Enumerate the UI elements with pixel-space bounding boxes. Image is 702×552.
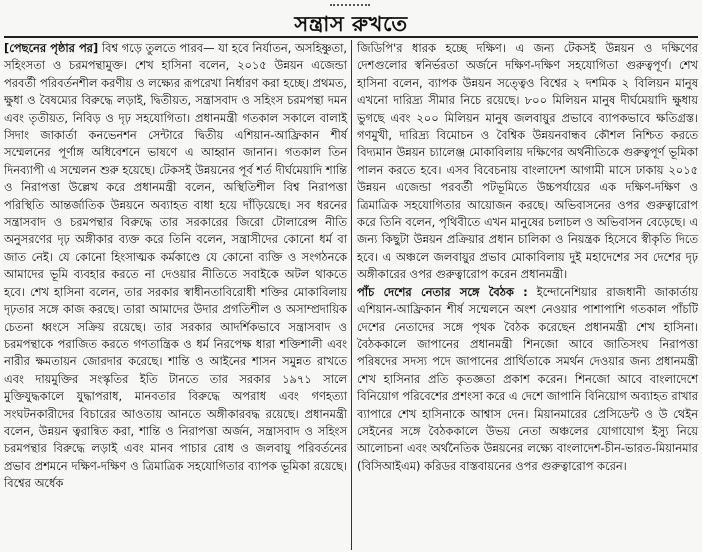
headline-rule <box>4 36 698 38</box>
continuation-kicker: [পেছনের পৃষ্ঠার পর] <box>4 41 99 55</box>
body-text: জিডিপি'র ধারক হচ্ছে দক্ষিণ। এ জন্য টেকসই উন্নয়ন ও দক্ষিণের দেশগুলোর স্বনির্ভরতা অর্জনে দক্ষিণ-দক্ষিণ সহযোগিতা গুরুত্বপূর্ণ। শেখ হাসিনা বলেন, ব্যাপক উন্নয়ন সত্ত্বেও বিশ্বের ২ দশমিক ২ বিলিয়ন মানুষ এখনো দারিদ্র্য সীমার নিচে রয়েছে। ৮০০ মিলিয়ন মানুষ দীর্ঘমেয়াদি ক্ষুধায় ভুগছে এবং ২০০ মিলিয়ন মানুষ জলবায়ুর প্রভাবে ব্যাপকভাবে ক্ষতিগ্রস্ত। গণমুখী, দারিদ্র্য বিমোচন ও বৈশ্বিক উন্নয়নবান্ধব কৌশল নিশ্চিত করতে বিদ্যমান উন্নয়ন চ্যালেঞ্জ মোকাবিলায় দক্ষিণের অর্থনীতিকে গুরুত্বপূর্ণ ভূমিকা পালন করতে হবে। এসব বিবেচনায় বাংলাদেশ আগামী মাসে ঢাকায় ২০১৫ উন্নয়ন এজেন্ডা পরবর্তী পটভূমিতে উচ্চপর্যায়ের এক দক্ষিণ-দক্ষিণ ও ত্রিমাত্রিক সহযোগিতার আয়োজন করছে। অভিবাসনের ওপর গুরুত্বারোপ করে তিনি বলেন, পৃথিবীতে এখন মানুষের চলাচল ও অভিবাসন বেড়েছে। এ জন্য কিছুটা উন্নয়ন প্রক্রিয়ার প্রধান চালিকা ও নিয়ন্ত্রক হিসেবে স্বীকৃতি দিতে হবে। এ অঞ্চলে জলবায়ুর প্রভাব মোকাবিলায় দুই মহাদেশের সব দেশের দৃঢ় অঙ্গীকারের ওপর গুরুত্বারোপ করেন প্রধানমন্ত্রী। <box>357 41 698 282</box>
column-divider <box>351 40 352 550</box>
headline: সন্ত্রাস রুখতে <box>294 12 408 36</box>
body-text: ইন্দোনেশিয়ার রাজধানী জাকার্তায় এশিয়ান-আফ্রিকান শীর্ষ সম্মেলনে অংশ নেওয়ার পাশাপাশি গতকাল পাঁচটি দেশের নেতাদের সঙ্গে পৃথক বৈঠক করেছেন প্রধানমন্ত্রী শেখ হাসিনা। বৈঠককালে জাপানের প্রধানমন্ত্রী শিনজো আবে জাতিসংঘ নিরাপত্তা পরিষদের সদস্য পদে জাপানের প্রার্থিতাকে সমর্থন দেওয়ার জন্য প্রধানমন্ত্রী শেখ হাসিনার প্রতি কৃতজ্ঞতা প্রকাশ করেন। শিনজো আবে বাংলাদেশে বিনিয়োগ পরিবেশের প্রশংসা করে এ দেশে জাপানি বিনিয়োগ অব্যাহত রাখার ব্যাপারে শেখ হাসিনাকে আশ্বাস দেন। মিয়ানমারের প্রেসিডেন্ট ও উ থেইন সেইনের সঙ্গে বৈঠককালে উভয় নেতা অঞ্চলের যোগাযোগ ইস্যু নিয়ে আলোচনা এবং অর্থনৈতিক উন্নয়নের লক্ষ্যে বাংলাদেশ-চীন-ভারত-মিয়ানমার (বিসিআইএম) করিডর বাস্তবায়নের ওপর গুরুত্বারোপ করেন। <box>357 284 698 473</box>
article-column-right <box>357 40 698 475</box>
paragraph <box>357 40 698 284</box>
article-column-left <box>4 40 347 493</box>
subheading: পাঁচ দেশের নেতার সঙ্গে বৈঠক : <box>357 284 528 299</box>
top-edge-mark <box>0 0 702 8</box>
paragraph <box>4 40 347 493</box>
body-text: বিশ্ব গড়ে তুলতে পারব— যা হবে নির্যাতন, অসহিষ্ণুতা, সহিংসতা ও চরমপন্থামুক্ত। শেখ হাসিনা বলেন, ২০১৫ উন্নয়ন এজেন্ডা পরবর্তী পরিবর্তনশীল করণীয় ও লক্ষ্যের রূপরেখা নির্ধারণ করা হচ্ছে। প্রথমত, ক্ষুধা ও বৈষম্যের বিরুদ্ধে লড়াই, দ্বিতীয়ত, সন্ত্রাসবাদ ও সহিংস চরমপন্থা দমন এবং তৃতীয়ত, নিবিড় ও দৃঢ় সহযোগিতা। প্রধানমন্ত্রী গতকাল সকালে বালাই সিদাং জাকার্তা কনভেনশন সেন্টারে দ্বিতীয় এশিয়ান-আফ্রিকান শীর্ষ সম্মেলনের পূর্ণাঙ্গ অধিবেশনে ভাষণে এ আহ্বান জানান। গতকাল তিন দিনব্যাপী এ সম্মেলন শুরু হয়েছে। টেকসই উন্নয়নের পূর্ব শর্ত দীর্ঘমেয়াদি শান্তি ও নিরাপত্তা উল্লেখ করে প্রধানমন্ত্রী বলেন, অস্থিতিশীল বিশ্ব নিরাপত্তা পরিস্থিতি আন্তর্জাতিক উন্নয়নে অব্যাহত বাধা হয়ে দাঁড়িয়েছে। সব ধরনের সন্ত্রাসবাদ ও চরমপন্থার বিরুদ্ধে তার সরকারের জিরো টোলারেন্স নীতি অনুসরণের দৃঢ় অঙ্গীকার ব্যক্ত করে তিনি বলেন, সন্ত্রাসীদের কোনো ধর্ম বা জাত নেই। যে কোনো হিংসাত্মক কর্মকাণ্ডে যে কোনো ব্যক্তি ও সংগঠনকে আমাদের ভূমি ব্যবহার করতে না দেওয়ার নীতিতে সবাইকে অটল থাকতে হবে। শেখ হাসিনা বলেন, তার সরকার স্বাধীনতাবিরোধী শক্তির মোকাবিলায় দৃঢ়তার সঙ্গে কাজ করছে। তারা আমাদের উদার প্রগতিশীল ও অসাম্প্রদায়িক চেতনা ধ্বংসে সক্রিয় রয়েছে। তার সরকার আদর্শিকভাবে সন্ত্রাসবাদ ও চরমপন্থাকে পরাজিত করতে গণতান্ত্রিক ও ধর্ম নিরপেক্ষ ধারা শক্তিশালী এবং নারীর ক্ষমতায়ন জোরদার করেছে। শান্তি ও আইনের শাসন সমুন্নত রাখতে এবং দায়মুক্তির সংস্কৃতির ইতি টানতে তার সরকার ১৯৭১ সালে মুক্তিযুদ্ধকালে যুদ্ধাপরাধ, মানবতার বিরুদ্ধে অপরাধ এবং গণহত্যা সংঘটনকারীদের বিচারের আওতায় আনতে অঙ্গীকারবদ্ধ রয়েছে। প্রধানমন্ত্রী বলেন, উন্নয়ন ত্বরান্বিত করা, শান্তি ও নিরাপত্তা অর্জন, সন্ত্রাসবাদ ও সহিংস চরমপন্থার বিরুদ্ধে লড়াই এবং মানব পাচার রোধ ও জলবায়ু পরিবর্তনের প্রভাব প্রশমনে দক্ষিণ-দক্ষিণ ও ত্রিমাত্রিক সহযোগিতার ব্যাপক ভূমিকা রয়েছে। বিশ্বের অর্ধেক <box>4 41 347 491</box>
paragraph <box>357 284 698 475</box>
